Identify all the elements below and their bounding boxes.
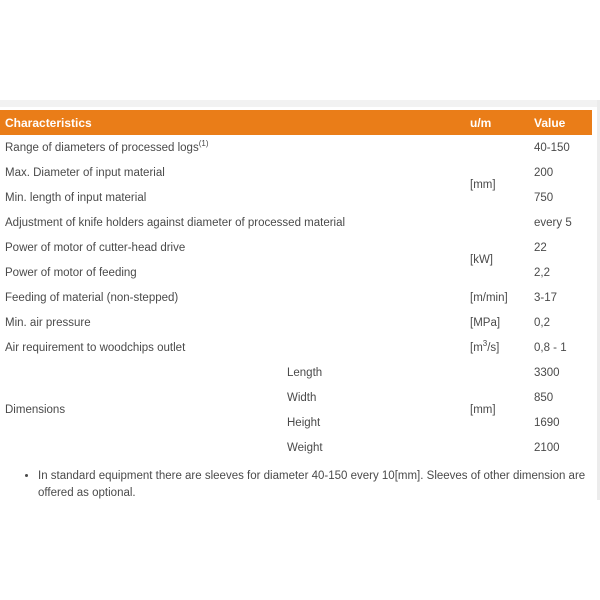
row-value: 750 xyxy=(534,191,554,204)
table-row xyxy=(0,335,592,360)
footnote-marker: (1) xyxy=(198,138,209,148)
table-row xyxy=(0,360,592,385)
row-value: 200 xyxy=(534,166,554,179)
row-value: 22 xyxy=(534,241,547,254)
dimension-value: 850 xyxy=(534,391,554,404)
footnote xyxy=(28,468,588,502)
footnote-list xyxy=(28,468,588,502)
row-value: 2,2 xyxy=(534,266,550,279)
dimension-value: 2100 xyxy=(534,441,560,454)
dimension-value: 1690 xyxy=(534,416,560,429)
row-unit: [mm] xyxy=(470,179,496,191)
row-value: 0,2 xyxy=(534,316,550,329)
row-label-text: Range of diameters of processed logs xyxy=(5,141,199,154)
dimensions-unit: [mm] xyxy=(470,404,496,416)
unit-text-tail: /s] xyxy=(487,341,500,354)
dimensions-label: Dimensions xyxy=(5,404,66,416)
row-label: Min. length of input material xyxy=(5,191,147,204)
table-row xyxy=(0,135,592,160)
row-unit: [m/min] xyxy=(470,291,508,304)
table-row xyxy=(0,235,592,260)
row-label: Air requirement to woodchips outlet xyxy=(5,341,186,354)
row-label: Adjustment of knife holders against diameter of processed material xyxy=(5,216,346,229)
row-value: 3-17 xyxy=(534,291,558,304)
row-value: 40-150 xyxy=(534,141,570,154)
header-value: Value xyxy=(529,110,592,135)
row-value: 0,8 - 1 xyxy=(534,341,567,354)
row-unit xyxy=(465,135,529,160)
row-value: every 5 xyxy=(534,216,572,229)
table-row xyxy=(0,310,592,335)
dimension-value: 3300 xyxy=(534,366,560,379)
row-label: Feeding of material (non-stepped) xyxy=(5,291,179,304)
unit-exponent: 3 xyxy=(482,338,488,348)
row-label: Min. air pressure xyxy=(5,316,91,329)
table-row xyxy=(0,285,592,310)
dimension-name: Length xyxy=(287,366,323,379)
table-row xyxy=(0,210,592,235)
dimension-name: Width xyxy=(287,391,317,404)
header-characteristics: Characteristics xyxy=(0,110,465,135)
row-label xyxy=(0,135,465,160)
row-label: Max. Diameter of input material xyxy=(5,166,165,179)
row-unit: [kW] xyxy=(470,254,493,266)
footnote-item: • In standard equipment there are sleeves for diameter 40-150 every 10[mm]. Sleeves of other dimension are offered as optional. xyxy=(38,468,588,502)
header-unit: u/m xyxy=(465,110,529,135)
row-label: Power of motor of feeding xyxy=(5,266,137,279)
row-label: Power of motor of cutter-head drive xyxy=(5,241,186,254)
top-divider xyxy=(0,100,600,107)
table-row xyxy=(0,160,592,185)
dimension-name: Height xyxy=(287,416,321,429)
table-header-row xyxy=(0,110,592,135)
row-unit: [MPa] xyxy=(470,316,501,329)
dimension-name: Weight xyxy=(287,441,323,454)
unit-text: [m xyxy=(470,341,483,354)
specification-table xyxy=(0,110,592,460)
row-unit xyxy=(465,335,529,360)
